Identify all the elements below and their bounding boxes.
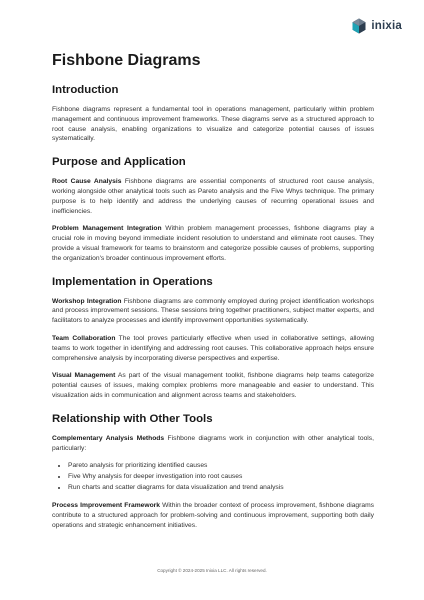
list-item: • Run charts and scatter diagrams for data visualization and trend analysis	[68, 483, 374, 494]
root-cause-analysis-text: Fishbone diagrams are essential components of structured root cause analysis, working alongside other analytical tools such as Pareto analysis and the Five Whys technique. The primary purpose is to help identify and address the underlying causes of recurring operational issues and inefficiencies.	[52, 178, 374, 215]
problem-management-text: Within problem management processes, fishbone diagrams play a crucial role in moving beyond immediate incident resolution to understand and eliminate root causes. They provide a visual framework for teams to brainstorm and categorize possible causes of problems, supporting the organization's broader continuous improvement efforts.	[52, 225, 374, 262]
complementary-methods-paragraph	[52, 434, 374, 454]
visual-management-term: Visual Management	[52, 372, 116, 380]
section-heading-introduction: Introduction	[52, 84, 119, 96]
process-improvement-paragraph	[52, 501, 374, 530]
complementary-methods-term: Complementary Analysis Methods	[52, 434, 165, 442]
section-heading-purpose: Purpose and Application	[52, 156, 186, 169]
problem-management-paragraph	[52, 224, 374, 263]
workshop-integration-text: Fishbone diagrams are commonly employed during project identification workshops and process improvement sessions. These sessions bring together practitioners, subject matter experts, and facilitators to analyze processes and identify improvement opportunities systematically.	[52, 297, 374, 325]
introduction-paragraph: Fishbone diagrams represent a fundamental tool in operations management, particularly within problem management and continuous improvement frameworks. These diagrams serve as a structured approach to root cause analysis, enabling organizations to visualize and categorize potential causes of issues systematically.	[52, 106, 374, 143]
page-title: Fishbone Diagrams	[52, 52, 201, 69]
inixia-logo-icon	[351, 18, 367, 34]
section-heading-implementation: Implementation in Operations	[52, 275, 213, 288]
section-heading-relationship: Relationship with Other Tools	[52, 412, 213, 425]
workshop-integration-paragraph	[52, 297, 374, 326]
copyright-footer: Copyright © 2024-2025 Inixia LLC. All rights reserved.	[157, 568, 267, 573]
process-improvement-text: Within the broader context of process improvement, fishbone diagrams contribute to a structured approach for problem-solving and continuous improvement, supporting both daily operations and strategic enhancement initiatives.	[52, 502, 374, 529]
root-cause-analysis-paragraph	[52, 177, 374, 216]
brand-logo	[351, 18, 402, 34]
team-collaboration-term: Team Collaboration	[52, 334, 116, 342]
list-item: • Pareto analysis for prioritizing identified causes	[68, 461, 374, 472]
brand-name: inixia	[371, 20, 402, 32]
team-collaboration-paragraph	[52, 334, 374, 363]
process-improvement-term: Process Improvement Framework	[52, 502, 160, 510]
root-cause-analysis-term: Root Cause Analysis	[52, 178, 122, 186]
complementary-methods-text: Fishbone diagrams work in conjunction with other analytical tools, particularly:	[52, 434, 374, 452]
visual-management-paragraph	[52, 371, 374, 400]
team-collaboration-text: The tool proves particularly effective when used in collaborative settings, allowing teams to work together in identifying and addressing root causes. This collaborative approach helps ensure comprehensive analysis by incorporating diverse perspectives and expertise.	[52, 334, 374, 362]
list-item: • Five Why analysis for deeper investigation into root causes	[68, 472, 374, 483]
visual-management-text: As part of the visual management toolkit, fishbone diagrams help teams categorize potential causes of issues, making complex problems more manageable and easier to understand. This visualization aids in communication and alignment across teams and stakeholders.	[52, 372, 374, 399]
workshop-integration-term: Workshop Integration	[52, 297, 122, 305]
tools-bullet-list	[52, 461, 374, 493]
problem-management-term: Problem Management Integration	[52, 225, 162, 233]
document-body	[52, 52, 374, 539]
